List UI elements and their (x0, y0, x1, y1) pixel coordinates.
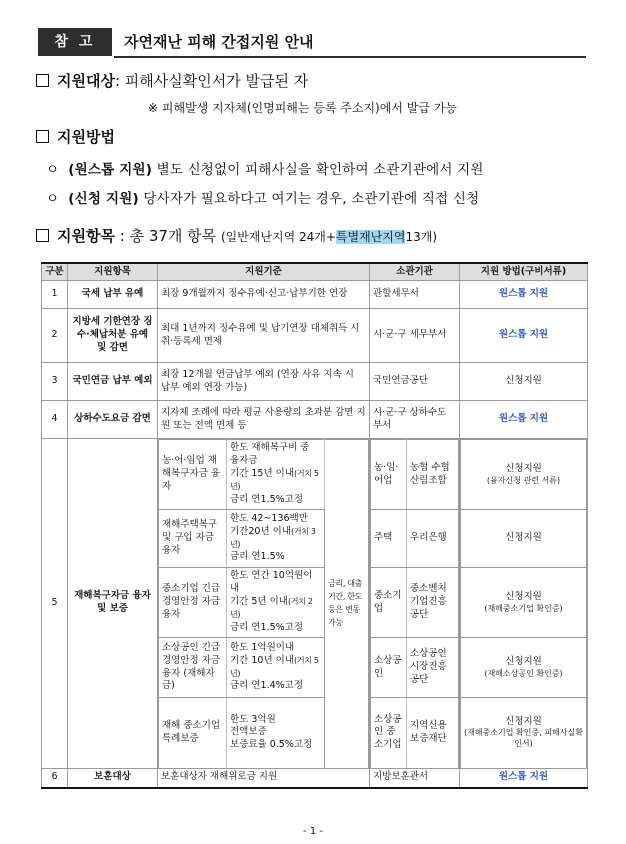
loan-period: 기간20년 이내 (230, 525, 291, 537)
row-item: 지방세 기한연장 징수·체납처분 유예 및 감면 (68, 309, 158, 363)
loan-period: 기간 10년 이내 (230, 654, 295, 666)
row-agency: 지방보훈관서 (370, 768, 460, 788)
section-method (36, 126, 115, 147)
row-agency: 관할세무서 (370, 281, 460, 309)
loan-method-cell (460, 439, 588, 769)
loan-rate: 보증료율 0.5%고정 (230, 739, 313, 751)
support-items-table (41, 262, 588, 789)
loan-method-note: (재해중소기업 확인증, 피해사실확인서) (464, 728, 583, 749)
title-underline (114, 56, 586, 58)
loan-agency-cell (370, 439, 460, 769)
row-item: 국세 납부 유예 (68, 281, 158, 309)
table-row (42, 439, 588, 769)
loan-agency-name: 우리은행 (407, 510, 459, 568)
loan-method: 신청지원 (505, 462, 542, 474)
loan-rate: 금리 연1.5%고정 (230, 493, 304, 505)
row-no: 4 (42, 401, 68, 439)
loan-limit: 한도 재해복구비 중 융자금 (230, 442, 310, 467)
table-row (42, 401, 588, 439)
bullet-bold: (원스톱 지원) (68, 162, 153, 178)
row-agency: 국민연금공단 (370, 363, 460, 401)
loan-criteria-cell (158, 439, 370, 769)
row-method: 신청지원 (460, 363, 588, 401)
loan-method: 신청지원 (505, 715, 542, 727)
loan-agency-name: 중소벤처 기업진흥 공단 (407, 568, 459, 638)
loan-limit: 한도 3억원 (230, 713, 276, 725)
loan-name: 농·어·임업 재해복구자금 융자 (159, 440, 227, 510)
loan-method: 신청지원 (505, 532, 542, 544)
loan-side-note: 금리, 대출기간, 한도 등은 변동 가능 (325, 440, 369, 768)
loan-sub-row (159, 440, 369, 510)
row-method: 원스톱 지원 (460, 401, 588, 439)
loan-limit: 한도 1억원이내 (230, 641, 295, 653)
page-number: - 1 - (303, 826, 323, 837)
row-item: 국민연금 납부 예외 (68, 363, 158, 401)
reference-tag: 참 고 (38, 28, 112, 56)
bullet-mark: ㅇ (46, 191, 60, 207)
special-disaster-highlight: 특별재난지역 (335, 230, 406, 244)
loan-name: 중소기업 긴급경영안정 자금 융자 (159, 568, 227, 638)
checkbox-square-icon (36, 229, 49, 242)
bullet-onestop (46, 158, 484, 178)
loan-period-note: (거치 3년) (230, 526, 316, 549)
table-row (42, 768, 588, 788)
loan-period: 기간 15년 이내 (230, 468, 295, 480)
bullet-mark: ㅇ (46, 162, 60, 178)
loan-method: 신청지원 (505, 590, 542, 602)
checkbox-square-icon (36, 74, 49, 87)
loan-name: 재해주택복구 및 구입 자금융자 (159, 510, 227, 568)
bullet-apply (46, 187, 479, 207)
checkbox-square-icon (36, 130, 49, 143)
notice-header (38, 28, 586, 58)
header-item: 지원항목 (68, 263, 158, 281)
row-no: 2 (42, 309, 68, 363)
loan-terms (227, 638, 325, 698)
header-agency: 소관기관 (370, 263, 460, 281)
row-criteria: 최장 9개월까지 징수유예·신고·납부기한 연장 (158, 281, 370, 309)
row-item: 보훈대상 (68, 768, 158, 788)
loan-method-note: (재해중소기업 확인증) (484, 603, 563, 613)
loan-method: 신청지원 (505, 655, 542, 667)
table-row (42, 281, 588, 309)
loan-terms (227, 698, 325, 768)
loan-rate: 금리 연1.5% (230, 551, 285, 563)
loan-rate: 금리 연1.5%고정 (230, 621, 304, 633)
row-criteria: 최장 12개월 연금납부 예외 (연장 사유 지속 시 납부 예외 연장 가능) (158, 363, 370, 401)
loan-method-note: (융자신청 관련 서류) (486, 475, 561, 485)
section-target-text: : 피해사실확인서가 발급된 자 (114, 72, 309, 90)
loan-limit: 한도 42~136백만 (230, 512, 308, 524)
row-criteria: 지자체 조례에 따라 평균 사용량의 초과분 감면 지원 또는 전액 면제 등 (158, 401, 370, 439)
section-items-paren-close: 13개) (405, 230, 438, 244)
section-items-paren: (일반재난지역 24개+ (220, 230, 336, 244)
section-method-label: 지원방법 (57, 128, 115, 146)
loan-agency-type: 주택 (371, 510, 407, 568)
table-row (42, 363, 588, 401)
row-method: 원스톱 지원 (460, 281, 588, 309)
loan-agency-name: 지역신용 보증재단 (407, 698, 459, 768)
loan-period-note: (거치 5년) (230, 655, 319, 678)
bullet-text: 별도 신청없이 피해사실을 확인하여 소관기관에서 지원 (156, 162, 484, 178)
section-target-label: 지원대상 (57, 72, 115, 90)
loan-period-note: (거치 2년) (230, 597, 313, 619)
table-row (42, 309, 588, 363)
bullet-text: 당사자가 필요하다고 여기는 경우, 소관기관에 직접 신청 (143, 191, 480, 207)
loan-period-note: (거치 5년) (230, 469, 319, 491)
section-target-note: ※ 피해발생 지자체(인명피해는 등록 주소지)에서 발급 가능 (148, 101, 457, 115)
row-criteria: 최대 1년까지 징수유예 및 납기연장 대체취득 시 취·등록세 면제 (158, 309, 370, 363)
loan-agency-type: 농·임·어업 (371, 440, 407, 510)
row-agency: 시·군·구 상하수도 부서 (370, 401, 460, 439)
loan-terms (227, 568, 325, 638)
header-no: 구분 (42, 263, 68, 281)
loan-terms (227, 510, 325, 568)
loan-name: 재해 중소기업 특례보증 (159, 698, 227, 768)
row-no: 6 (42, 768, 68, 788)
loan-agency-type: 중소기업 (371, 568, 407, 638)
row-item: 재해복구자금 융자 및 보증 (68, 439, 158, 769)
row-method: 원스톱 지원 (460, 309, 588, 363)
section-target (36, 70, 308, 91)
header-criteria: 지원기준 (158, 263, 370, 281)
bullet-bold: (신청 지원) (68, 191, 139, 207)
section-items-text: : 총 37개 항목 (119, 227, 217, 245)
page-title: 자연재난 피해 간접지원 안내 (124, 33, 314, 51)
loan-method-note: (재해소상공인 확인증) (484, 668, 563, 678)
loan-agency-name: 농협 수협 산림조합 (407, 440, 459, 510)
row-method: 원스톱 지원 (460, 768, 588, 788)
loan-name: 소상공인 긴급경영안정 자금 융자 (재해자금) (159, 638, 227, 698)
loan-limit: 한도 연간 10억원이내 (230, 570, 313, 595)
section-items (36, 225, 437, 246)
row-item: 상하수도요금 감면 (68, 401, 158, 439)
section-items-label: 지원항목 (57, 227, 115, 245)
row-no: 5 (42, 439, 68, 769)
loan-agency-name: 소상공인 시장진흥 공단 (407, 638, 459, 698)
row-no: 3 (42, 363, 68, 401)
loan-rate: 금리 연1.4%고정 (230, 680, 304, 692)
row-agency: 시·군·구 세무부서 (370, 309, 460, 363)
row-no: 1 (42, 281, 68, 309)
header-method: 지원 방법(구비서류) (460, 263, 588, 281)
row-criteria: 보훈대상자 재해위로금 지원 (158, 768, 370, 788)
loan-agency-type: 소상공인 중소기업 (371, 698, 407, 768)
table-header-row (42, 263, 588, 281)
loan-agency-type: 소상공인 (371, 638, 407, 698)
loan-period: 전액보증 (230, 726, 267, 738)
loan-terms (227, 440, 325, 510)
loan-period: 기간 5년 이내 (230, 596, 288, 608)
